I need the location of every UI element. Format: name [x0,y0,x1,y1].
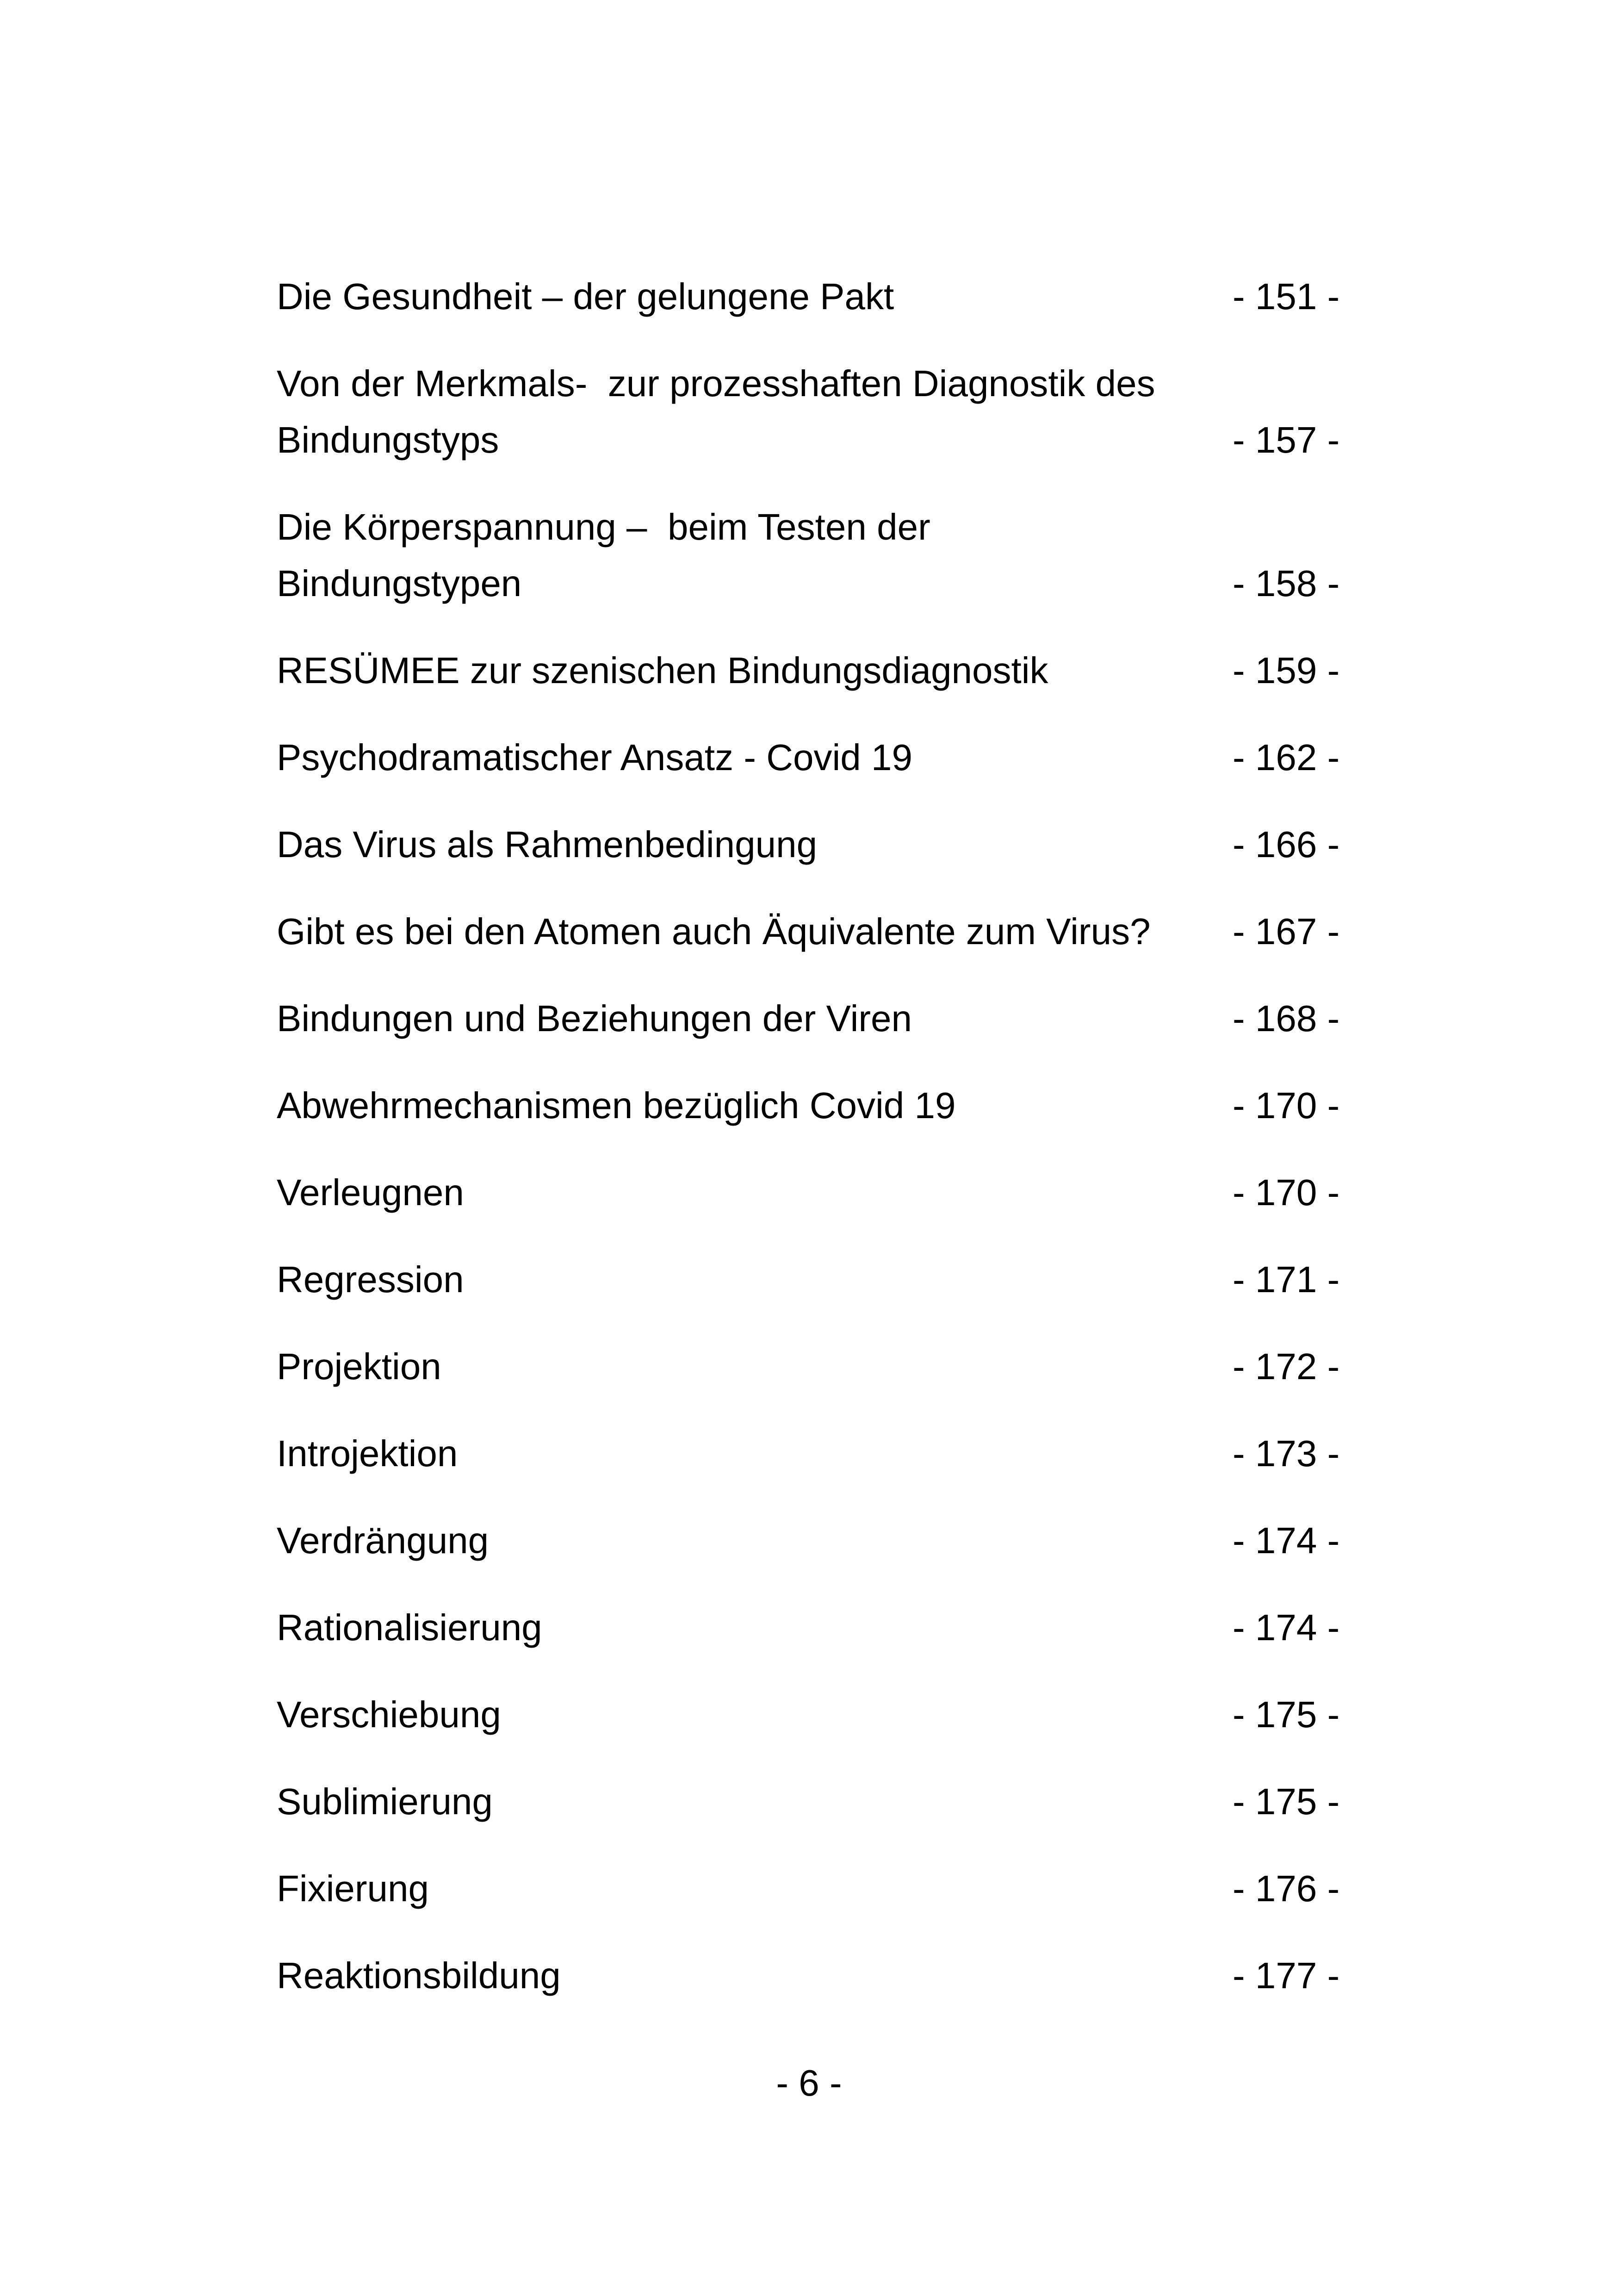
toc-entry[interactable] [277,816,1350,873]
toc-entry-title: Psychodramatischer Ansatz - Covid 19 [277,737,912,778]
toc-entry[interactable] [277,1860,1350,1917]
toc-entry[interactable] [277,1425,1350,1482]
toc-entry[interactable] [277,642,1350,699]
toc-entry[interactable] [277,1599,1350,1656]
toc-entry[interactable] [277,355,1350,468]
toc-entry-page: - 173 - [1233,1433,1340,1474]
toc-entry-title: Introjektion [277,1433,458,1474]
toc-entry-title: Fixierung [277,1868,429,1909]
toc-entry[interactable] [277,990,1350,1047]
toc-entry-title: Von der Merkmals- zur prozesshaften Diagnostik des Bindungstyps [277,363,1155,460]
toc-entry[interactable] [277,903,1350,960]
toc-entry-title: Rationalisierung [277,1607,542,1648]
toc-entry-page: - 171 - [1233,1259,1340,1300]
toc-entry[interactable] [277,729,1350,786]
toc-entry[interactable] [277,1686,1350,1743]
toc-entry-page: - 162 - [1233,737,1340,778]
toc-entry-page: - 172 - [1233,1346,1340,1387]
toc-entry[interactable] [277,268,1350,325]
toc-entry-title: Die Körperspannung – beim Testen der Bindungstypen [277,506,930,604]
toc-entry-title: Sublimierung [277,1781,493,1822]
toc-entry-title: Das Virus als Rahmenbedingung [277,824,818,865]
toc-entry[interactable] [277,1164,1350,1221]
toc-entry-page: - 170 - [1233,1172,1340,1213]
toc-entry-page: - 175 - [1233,1694,1340,1735]
toc-entry-page: - 170 - [1233,1085,1340,1126]
toc-entry-page: - 159 - [1233,650,1340,691]
toc-entry-page: - 158 - [1233,563,1340,604]
toc-entry-title: Abwehrmechanismen bezüglich Covid 19 [277,1085,956,1126]
toc-entry-title: Regression [277,1259,464,1300]
toc-entry-page: - 176 - [1233,1868,1340,1909]
toc-entry-title: Verleugnen [277,1172,464,1213]
toc-entry[interactable] [277,1251,1350,1308]
toc-entry-page: - 174 - [1233,1607,1340,1648]
toc-entry-page: - 166 - [1233,824,1340,865]
toc-entry-title: Projektion [277,1346,441,1387]
toc-entry-page: - 151 - [1233,276,1340,317]
toc-entry-title: Verdrängung [277,1520,489,1561]
toc-entry-page: - 177 - [1233,1955,1340,1996]
toc-entry-page: - 167 - [1233,911,1340,952]
toc-entry-title: Verschiebung [277,1694,501,1735]
toc-entry-title: RESÜMEE zur szenischen Bindungsdiagnostik [277,650,1048,691]
toc-entry[interactable] [277,1512,1350,1569]
page-number: - 6 - [776,2062,842,2103]
toc-entry-page: - 157 - [1233,419,1340,460]
table-of-contents [277,268,1350,2035]
toc-entry[interactable] [277,499,1350,612]
toc-entry-title: Reaktionsbildung [277,1955,561,1996]
toc-entry-title: Die Gesundheit – der gelungene Pakt [277,276,894,317]
toc-entry-page: - 175 - [1233,1781,1340,1822]
toc-entry-page: - 174 - [1233,1520,1340,1561]
toc-entry[interactable] [277,1338,1350,1395]
toc-entry[interactable] [277,1773,1350,1830]
toc-entry[interactable] [277,1077,1350,1134]
toc-entry-title: Gibt es bei den Atomen auch Äquivalente zum Virus? [277,911,1151,952]
toc-entry-page: - 168 - [1233,998,1340,1039]
toc-entry[interactable] [277,1948,1350,2004]
toc-entry-title: Bindungen und Beziehungen der Viren [277,998,912,1039]
